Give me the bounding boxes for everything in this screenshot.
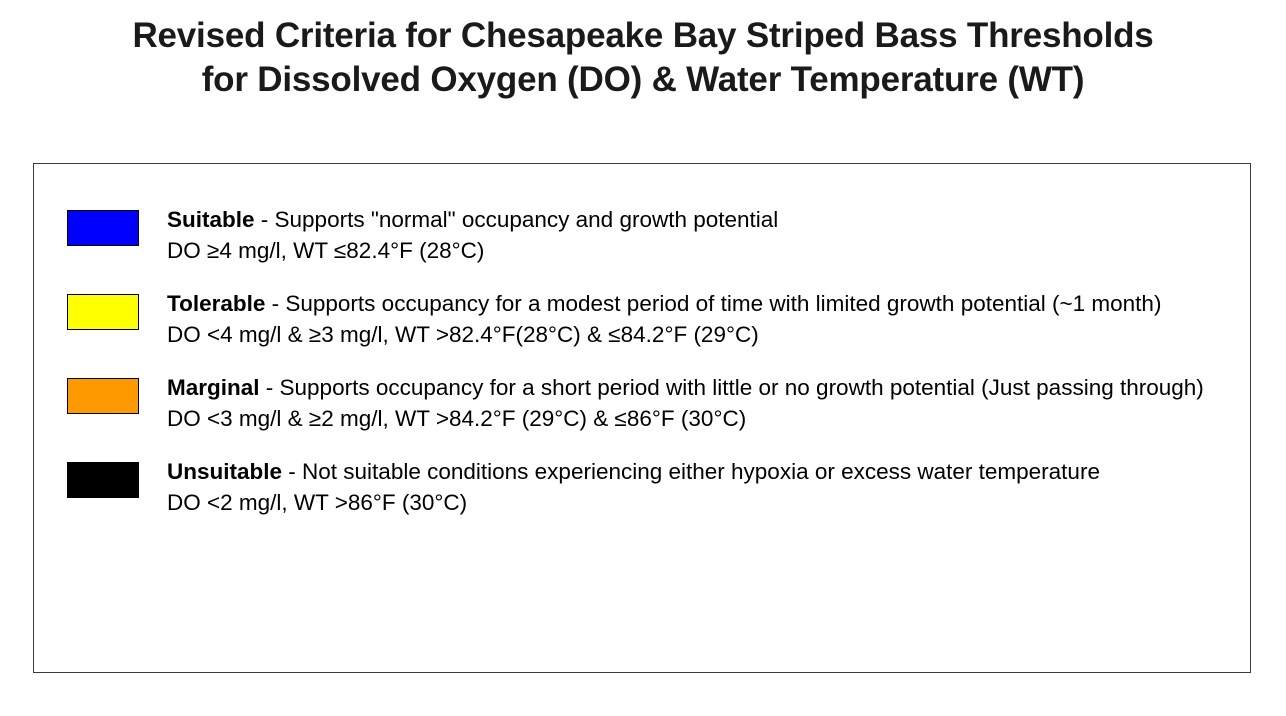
legend-item-text	[167, 372, 1204, 434]
legend-item-detail: DO <4 mg/l & ≥3 mg/l, WT >82.4°F(28°C) & ≤84.2°F (29°C)	[167, 322, 759, 347]
legend-panel	[33, 163, 1251, 673]
legend-item-text	[167, 288, 1161, 350]
legend-item-description: - Supports occupancy for a short period with little or no growth potential (Just passing through)	[259, 375, 1204, 400]
page-title-line-1: Revised Criteria for Chesapeake Bay Striped Bass Thresholds	[132, 16, 1154, 55]
color-swatch-black	[67, 462, 139, 498]
color-swatch-blue	[67, 210, 139, 246]
legend-item-label: Unsuitable	[167, 459, 283, 484]
legend-item-description: - Supports occupancy for a modest period of time with limited growth potential (~1 month)	[265, 291, 1162, 316]
legend-item-label: Tolerable	[167, 291, 266, 316]
legend-item-marginal	[67, 372, 1220, 434]
color-swatch-orange	[67, 378, 139, 414]
legend-item-detail: DO <2 mg/l, WT >86°F (30°C)	[167, 490, 468, 515]
page-title-line-2: for Dissolved Oxygen (DO) & Water Temperature (WT)	[201, 60, 1085, 99]
legend-item-text	[167, 204, 778, 266]
color-swatch-yellow	[67, 294, 139, 330]
legend-item-text	[167, 456, 1100, 518]
legend-item-label: Suitable	[167, 207, 255, 232]
legend-item-detail: DO ≥4 mg/l, WT ≤82.4°F (28°C)	[167, 238, 485, 263]
legend-list	[34, 164, 1250, 518]
legend-item-unsuitable	[67, 456, 1220, 518]
legend-item-suitable	[67, 204, 1220, 266]
legend-item-description: - Not suitable conditions experiencing either hypoxia or excess water temperature	[282, 459, 1100, 484]
legend-item-label: Marginal	[167, 375, 260, 400]
page-title	[0, 0, 1286, 102]
legend-item-detail: DO <3 mg/l & ≥2 mg/l, WT >84.2°F (29°C) & ≤86°F (30°C)	[167, 406, 747, 431]
legend-item-description: - Supports "normal" occupancy and growth potential	[254, 207, 779, 232]
legend-item-tolerable	[67, 288, 1220, 350]
